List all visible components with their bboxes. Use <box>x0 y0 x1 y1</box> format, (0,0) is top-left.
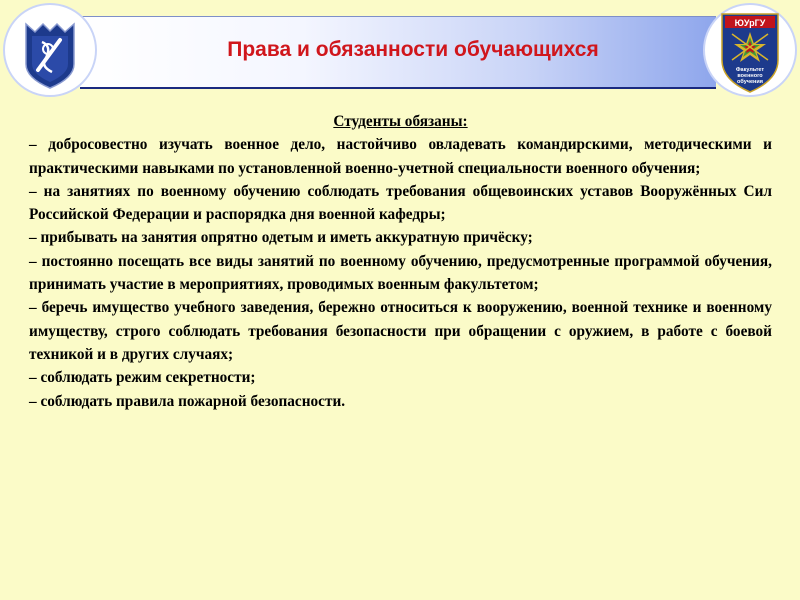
faculty-emblem-logo <box>702 2 798 98</box>
logo-bottom-text-2: военного <box>737 73 763 79</box>
section-heading: Студенты обязаны: <box>333 113 468 130</box>
page-title: Права и обязанности обучающихся <box>227 38 599 61</box>
duty-item-6: – соблюдать режим секретности; <box>29 369 256 387</box>
logo-bottom-text-1: Факультет <box>735 67 765 73</box>
duties-text-block <box>29 110 772 413</box>
duty-item-2: – на занятиях по военному обучению соблюдать требования общевоинских уставов Вооружённых Сил Российской Федерации и распорядка дня военной кафедры; <box>29 182 772 224</box>
university-shield-logo <box>2 2 98 98</box>
duty-item-1: – добросовестно изучать военное дело, настойчиво овладевать командирскими, методическими и практическими навыками по установленной военно-учетной специальности военного обучения; <box>29 136 772 177</box>
duty-item-4: – постоянно посещать все виды занятий по военному обучению, предусмотренные программой обучения, принимать участие в мероприятиях, проводимых военным факультетом; <box>29 252 772 294</box>
title-banner <box>80 16 716 89</box>
duty-item-7: – соблюдать правила пожарной безопасности. <box>29 392 346 410</box>
logo-bottom-text-3: обучения <box>737 79 763 85</box>
duty-item-3: – прибывать на занятия опрятно одетым и иметь аккуратную причёску; <box>29 229 533 247</box>
duty-item-5: – беречь имущество учебного заведения, бережно относиться к вооружению, военной технике и военному имуществу, строго соблюдать требования безопасности при обращении с оружием, в работе с боевой техникой и в других случаях; <box>29 299 772 363</box>
logo-top-text: ЮУрГУ <box>734 18 766 28</box>
